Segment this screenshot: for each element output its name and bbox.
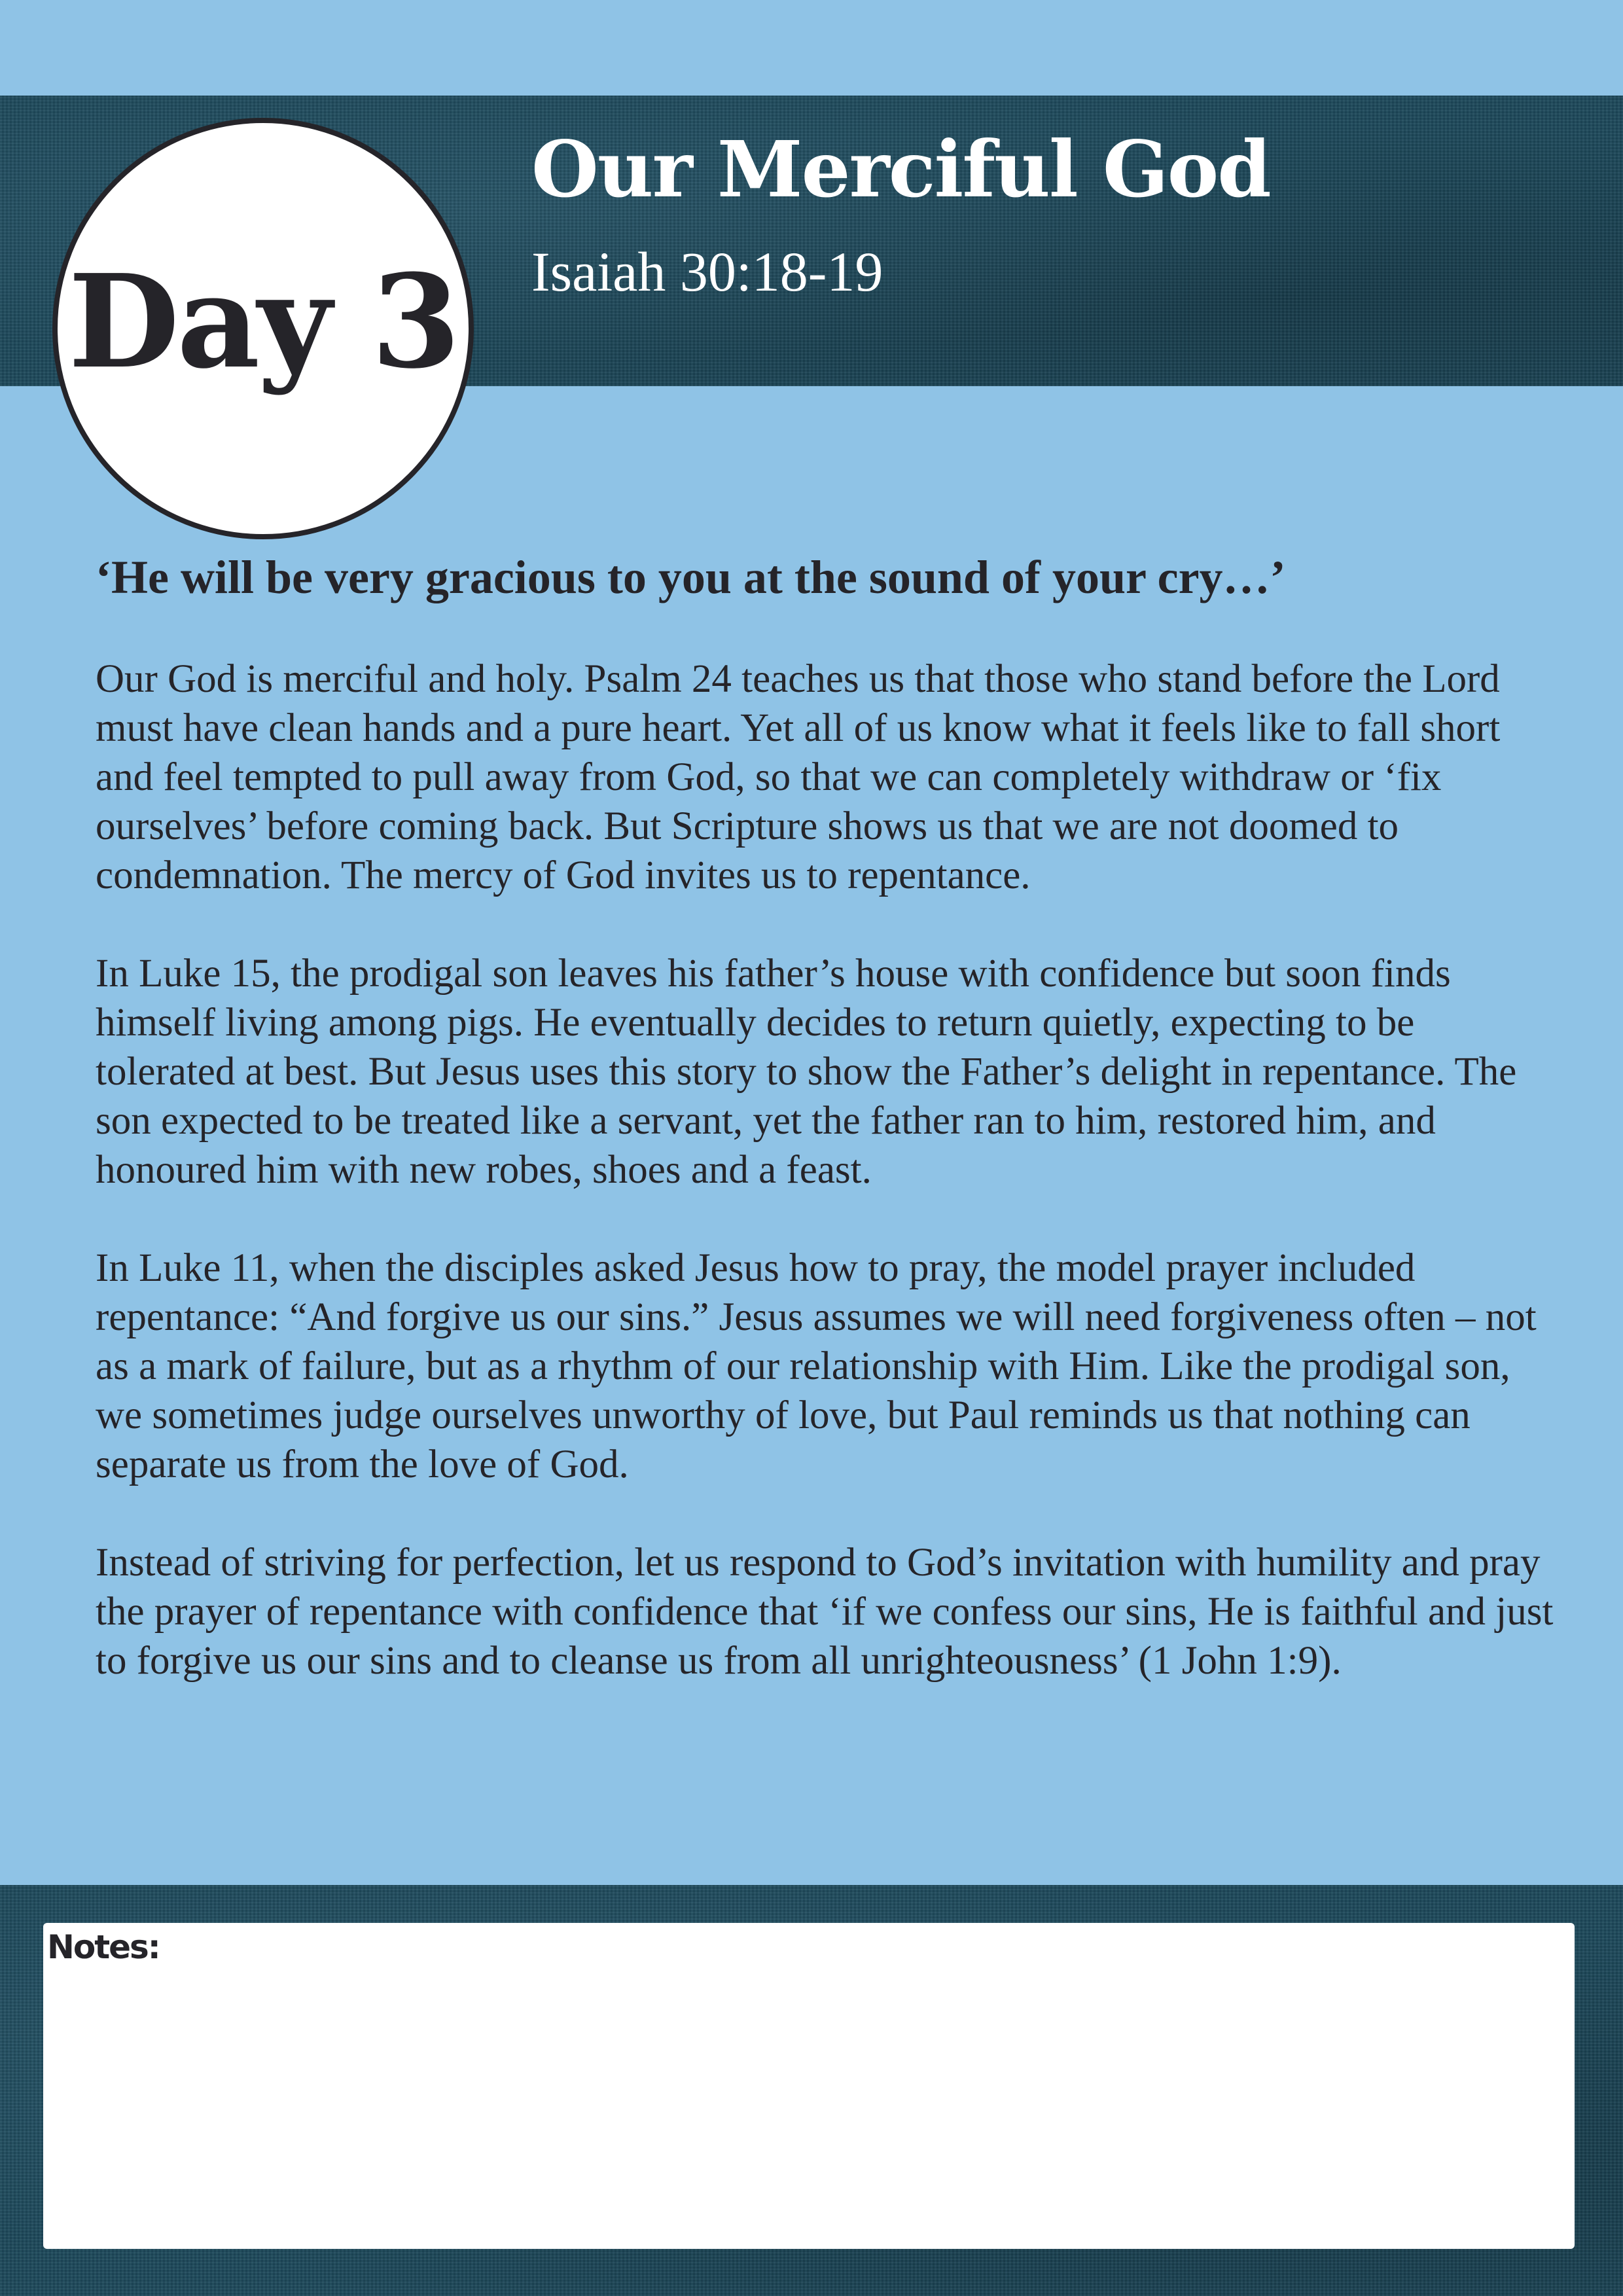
body-paragraph: Our God is merciful and holy. Psalm 24 teaches us that those who stand before the Lord must have clean hands and a pure heart. Yet all of us know what it feels like to fall short and feel tempted to pull away from God, so that we can completely withdraw or ‘fix ourselves’ before coming back. But Scripture shows us that we are not doomed to condemnation. The mercy of God invites us to repentance. (96, 657, 1501, 897)
body-paragraph: In Luke 11, when the disciples asked Jesus how to pray, the model prayer included repentance: “And forgive us our sins.” Jesus assumes we will need forgiveness often – not as a mark of failure, but as a rhythm of our relationship with Him. Like the prodigal son, we sometimes judge ourselves unworthy of love, but Paul reminds us that nothing can separate us from the love of God. (96, 1246, 1537, 1486)
body-paragraph: Instead of striving for perfection, let us respond to God’s invitation with humility and pray the prayer of repentance with confidence that ‘if we confess our sins, He is faithful and just to forgive us our sins and to cleanse us from all unrighteousness’ (1 John 1:9). (96, 1541, 1554, 1683)
key-verse-quote: ‘He will be very gracious to you at the sound of your cry…’ (96, 551, 1286, 603)
page-title: Our Merciful God (531, 124, 1270, 215)
day-label: Day 3 (68, 247, 458, 397)
day-badge (52, 118, 474, 539)
body-paragraph: In Luke 15, the prodigal son leaves his father’s house with confidence but soon finds himself living among pigs. He eventually decides to return quietly, expecting to be tolerated at best. But Jesus uses this story to show the Father’s delight in repentance. The son expected to be treated like a servant, yet the father ran to him, restored him, and honoured him with new robes, shoes and a feast. (96, 952, 1517, 1192)
notes-label: Notes: (47, 1928, 160, 1966)
scripture-reference: Isaiah 30:18-19 (531, 240, 883, 303)
notes-area[interactable] (43, 1923, 1575, 2249)
devotional-body (96, 655, 1561, 1734)
